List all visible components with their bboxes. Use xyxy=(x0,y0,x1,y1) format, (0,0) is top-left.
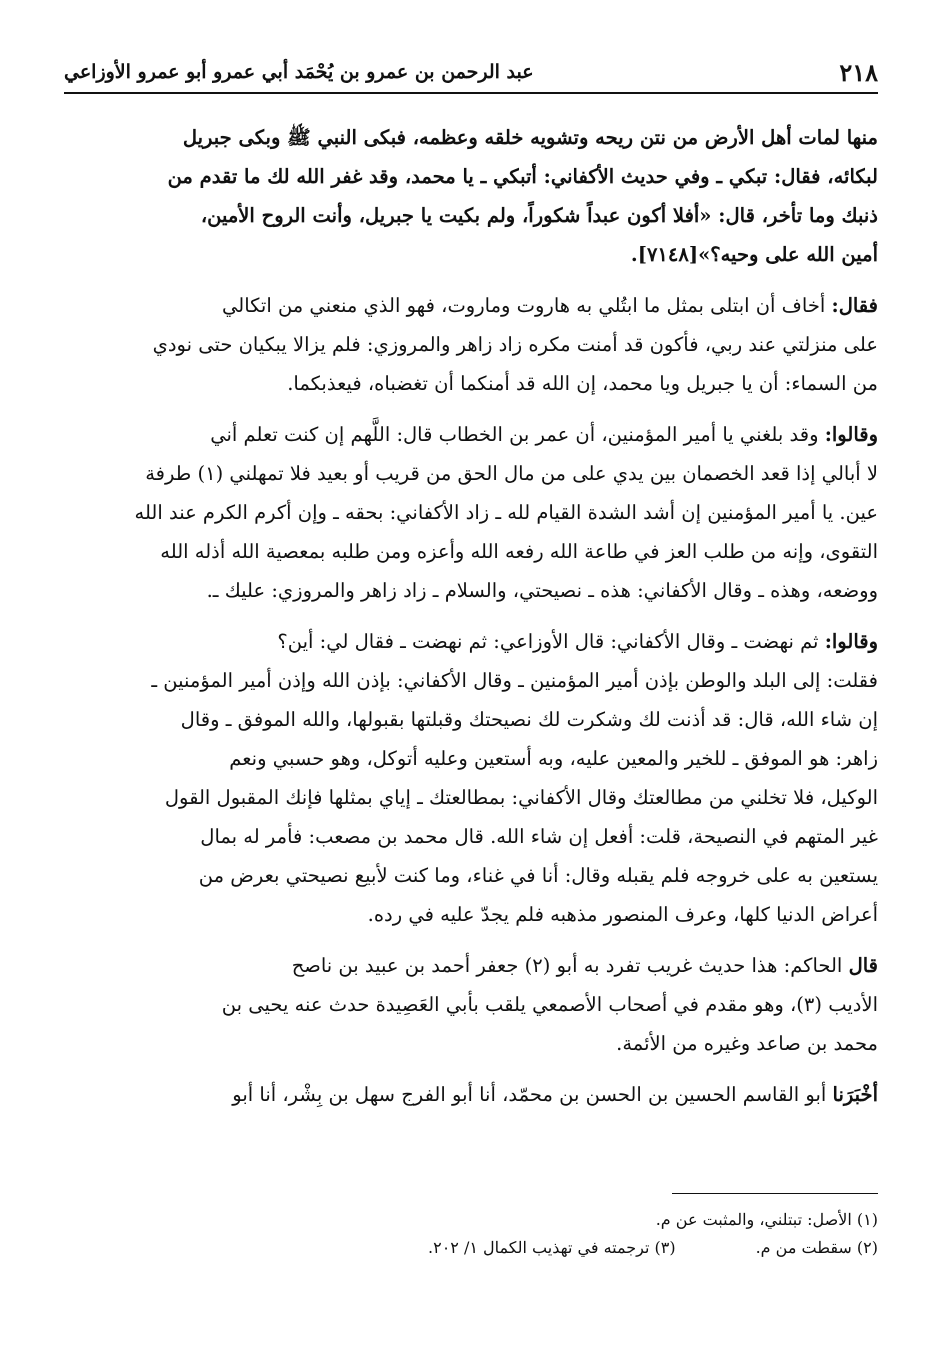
text-line: ووضعه، وهذه ـ وقال الأكفاني: هذه ـ نصيحتي، والسلام ـ زاد زاهر والمروزي: عليك ـ. xyxy=(206,579,878,602)
text-line: عين. يا أمير المؤمنين إن أشد الشدة القيام لله ـ زاد الأكفاني: بحقه ـ وإن أكرم الكرم عند الله xyxy=(134,501,878,524)
paragraph-4 xyxy=(64,622,878,934)
paragraph-lead: أخْبَرَنا xyxy=(832,1083,878,1106)
text-line: على منزلتي عند ربي، فأكون قد أمنت مكره زاد زاهر والمروزي: فلم يزالا يبكيان حتى نودي xyxy=(152,333,878,356)
paragraph-3 xyxy=(64,415,878,610)
footnotes xyxy=(64,1206,878,1262)
page-number: ٢١٨ xyxy=(839,57,878,87)
text-line: التقوى، وإنه من طلب العز في طاعة الله رفعه الله وأعزه ومن طلبه بمعصية الله أذله الله xyxy=(160,540,878,563)
footnote-3: (٣) ترجمته في تهذيب الكمال ١/ ٢٠٢. xyxy=(428,1238,676,1257)
footnote-2: (٢) سقطت من م. xyxy=(755,1238,878,1257)
text-line: وقد بلغني يا أمير المؤمنين، أن عمر بن الخطاب قال: اللَّهم إن كنت تعلم أني xyxy=(210,423,825,446)
text-line: منها لمات أهل الأرض من نتن ريحه وتشويه خلقه وعظمه، فبكى النبي ﷺ وبكى جبريل xyxy=(182,126,878,149)
page-header xyxy=(64,52,878,94)
text-line: ذنبك وما تأخر، قال: «أفلا أكون عبداً شكوراً، ولم بكيت يا جبريل، وأنت الروح الأمين، xyxy=(200,204,878,227)
text-line: غير المتهم في النصيحة، قلت: أفعل إن شاء الله. قال محمد بن مصعب: فأمر له بمال xyxy=(200,825,878,848)
text-line: يستعين به على خروجه فلم يقبله وقال: أنا في غناء، وما كنت لأبيع نصيحتي بعرض من xyxy=(198,864,878,887)
paragraph-lead: قال xyxy=(848,954,878,977)
paragraph-5 xyxy=(64,946,878,1063)
text-line: زاهر: هو الموفق ـ للخير والمعين عليه، وبه أستعين وعليه أتوكل، وهو حسبي ونعم xyxy=(229,747,878,770)
text-line: أبو القاسم الحسين بن الحسن بن محمّد، أنا أبو الفرج سهل بن بِشْر، أنا أبو xyxy=(232,1083,833,1106)
text-line: من السماء: أن يا جبريل ويا محمد، إن الله قد أمنكما أن تغضباه، فيعذبكما. xyxy=(287,372,878,395)
paragraph-1 xyxy=(64,118,878,274)
text-line: لا أبالي إذا قعد الخصمان بين يدي على من مال الحق من قريب أو بعيد فلا تمهلني (١) طرفة xyxy=(145,462,878,485)
text-line: لبكائه، فقال: تبكي ـ وفي حديث الأكفاني: أتبكي ـ يا محمد، وقد غفر الله لك ما تقدم من xyxy=(167,165,878,188)
paragraph-lead: وقالوا: xyxy=(824,630,878,653)
text-line: الأديب (٣)، وهو مقدم في أصحاب الأصمعي يلقب بأبي العَصِيدة حدث عنه يحيى بن xyxy=(221,993,878,1016)
main-text xyxy=(64,118,878,1114)
text-line: الحاكم: هذا حديث غريب تفرد به أبو (٢) جعفر أحمد بن عبيد بن ناصح xyxy=(291,954,849,977)
text-line: الوكيل، فلا تخلني من مطالعتك وقال الأكفاني: بمطالعتك ـ إياي بمثلها فإنك المقبول القول xyxy=(164,786,878,809)
text-line: إن شاء الله، قال: قد أذنت لك وشكرت لك نصيحتك وقبلتها بقبولها، والله الموفق ـ وقال xyxy=(180,708,878,731)
footnote-1: (١) الأصل: تبتلني، والمثبت عن م. xyxy=(655,1210,878,1229)
text-line: محمد بن صاعد وغيره من الأئمة. xyxy=(616,1032,878,1055)
paragraph-2 xyxy=(64,286,878,403)
text-line: أخاف أن ابتلى بمثل ما ابتُلي به هاروت وماروت، فهو الذي منعني من اتكالي xyxy=(222,294,832,317)
text-line: أعراض الدنيا كلها، وعرف المنصور مذهبه فلم يجدّ عليه في رده. xyxy=(367,903,878,926)
text-line: ثم نهضت ـ وقال الأكفاني: قال الأوزاعي: ثم نهضت ـ فقال لي: أين؟ xyxy=(277,630,825,653)
paragraph-6 xyxy=(64,1075,878,1114)
text-line: فقلت: إلى البلد والوطن بإذن أمير المؤمنين ـ وقال الأكفاني: بإذن الله وإذن أمير المؤمنين ـ xyxy=(151,669,878,692)
paragraph-lead: فقال: xyxy=(831,294,878,317)
running-head: عبد الرحمن بن عمرو بن يُحْمَد أبي عمرو أبو عمرو الأوزاعي xyxy=(64,61,534,83)
footnote-divider xyxy=(672,1193,878,1194)
paragraph-lead: وقالوا: xyxy=(824,423,878,446)
text-line: أمين الله على وحيه؟»[٧١٤٨]. xyxy=(630,243,878,266)
